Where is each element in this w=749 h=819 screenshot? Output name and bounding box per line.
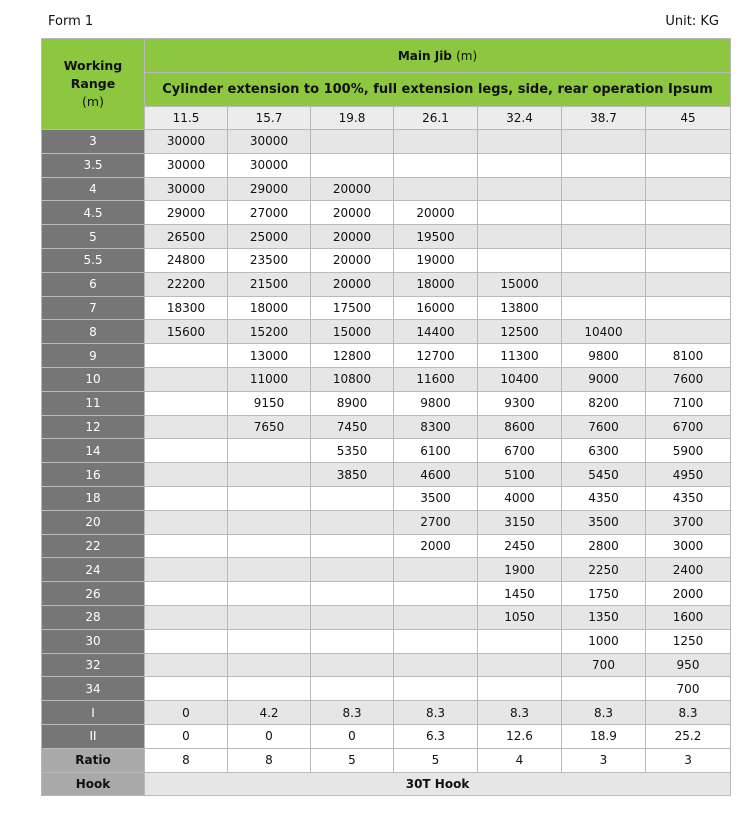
load-value-cell: 26500 [145, 225, 228, 249]
load-value-cell: 1350 [562, 605, 646, 629]
load-value-cell: 7450 [311, 415, 394, 439]
ratio-value-cell: 3 [562, 748, 646, 772]
load-value-cell [646, 248, 731, 272]
load-value-cell: 0 [145, 701, 228, 725]
working-range-cell: 7 [42, 296, 145, 320]
load-value-cell: 1250 [646, 629, 731, 653]
load-value-cell [394, 130, 478, 154]
load-value-cell [311, 653, 394, 677]
load-value-cell [311, 130, 394, 154]
load-value-cell [311, 486, 394, 510]
working-range-cell: 3.5 [42, 153, 145, 177]
load-value-cell: 2700 [394, 510, 478, 534]
load-value-cell [145, 344, 228, 368]
working-range-cell: 9 [42, 344, 145, 368]
jib-length-header: 19.8 [311, 107, 394, 130]
table-row [42, 177, 731, 201]
jib-length-header: 38.7 [562, 107, 646, 130]
load-value-cell: 4350 [646, 486, 731, 510]
load-value-cell [394, 153, 478, 177]
load-value-cell: 19500 [394, 225, 478, 249]
working-range-unit: (m) [82, 94, 104, 109]
table-row [42, 320, 731, 344]
load-value-cell [562, 677, 646, 701]
table-row [42, 225, 731, 249]
load-value-cell: 8.3 [478, 701, 562, 725]
jib-length-header: 26.1 [394, 107, 478, 130]
load-value-cell: 1450 [478, 582, 562, 606]
load-value-cell [145, 486, 228, 510]
table-row [42, 201, 731, 225]
load-value-cell: 25.2 [646, 724, 731, 748]
load-value-cell: 27000 [228, 201, 311, 225]
load-value-cell: 11600 [394, 367, 478, 391]
load-value-cell: 15600 [145, 320, 228, 344]
load-value-cell [646, 201, 731, 225]
load-value-cell: 30000 [145, 130, 228, 154]
table-row [42, 439, 731, 463]
load-value-cell: 22200 [145, 272, 228, 296]
load-value-cell [562, 153, 646, 177]
load-value-cell: 6300 [562, 439, 646, 463]
ratio-value-cell: 8 [145, 748, 228, 772]
load-value-cell [228, 534, 311, 558]
load-value-cell: 20000 [311, 248, 394, 272]
working-range-cell: II [42, 724, 145, 748]
load-value-cell [478, 225, 562, 249]
working-range-cell: 18 [42, 486, 145, 510]
load-value-cell: 24800 [145, 248, 228, 272]
load-value-cell [145, 629, 228, 653]
load-value-cell [145, 534, 228, 558]
load-value-cell: 2450 [478, 534, 562, 558]
hook-label: Hook [42, 772, 145, 796]
table-row [42, 701, 731, 725]
load-value-cell [228, 629, 311, 653]
load-value-cell [394, 653, 478, 677]
load-value-cell: 20000 [311, 177, 394, 201]
ratio-value-cell: 5 [311, 748, 394, 772]
load-value-cell: 9150 [228, 391, 311, 415]
jib-length-header: 11.5 [145, 107, 228, 130]
load-value-cell: 6100 [394, 439, 478, 463]
load-value-cell: 3000 [646, 534, 731, 558]
working-range-cell: 4.5 [42, 201, 145, 225]
load-value-cell: 1750 [562, 582, 646, 606]
load-value-cell: 19000 [394, 248, 478, 272]
load-value-cell: 15000 [311, 320, 394, 344]
load-value-cell: 0 [228, 724, 311, 748]
load-value-cell: 12700 [394, 344, 478, 368]
hook-row [42, 772, 731, 796]
ratio-value-cell: 4 [478, 748, 562, 772]
load-value-cell [394, 558, 478, 582]
load-value-cell: 18300 [145, 296, 228, 320]
form-label: Form 1 [48, 14, 94, 29]
load-value-cell [394, 177, 478, 201]
load-value-cell: 21500 [228, 272, 311, 296]
load-value-cell: 15200 [228, 320, 311, 344]
load-value-cell: 4.2 [228, 701, 311, 725]
load-value-cell [145, 415, 228, 439]
working-range-cell: 5 [42, 225, 145, 249]
load-value-cell: 700 [646, 677, 731, 701]
load-value-cell: 1050 [478, 605, 562, 629]
load-value-cell: 1000 [562, 629, 646, 653]
ratio-value-cell: 5 [394, 748, 478, 772]
load-value-cell [562, 201, 646, 225]
load-value-cell: 29000 [228, 177, 311, 201]
load-value-cell: 2000 [394, 534, 478, 558]
table-row [42, 629, 731, 653]
working-range-cell: 5.5 [42, 248, 145, 272]
load-value-cell: 29000 [145, 201, 228, 225]
load-value-cell: 16000 [394, 296, 478, 320]
working-range-label: Working Range [63, 58, 123, 91]
table-row [42, 153, 731, 177]
load-value-cell [228, 439, 311, 463]
working-range-cell: 22 [42, 534, 145, 558]
load-value-cell: 14400 [394, 320, 478, 344]
load-value-cell [478, 653, 562, 677]
load-value-cell: 8.3 [394, 701, 478, 725]
table-row [42, 344, 731, 368]
load-value-cell: 7650 [228, 415, 311, 439]
load-value-cell [562, 272, 646, 296]
working-range-cell: 6 [42, 272, 145, 296]
jib-length-header: 32.4 [478, 107, 562, 130]
working-range-cell: 34 [42, 677, 145, 701]
load-value-cell: 17500 [311, 296, 394, 320]
load-value-cell: 30000 [228, 130, 311, 154]
load-value-cell: 8600 [478, 415, 562, 439]
load-value-cell [228, 558, 311, 582]
load-value-cell [311, 510, 394, 534]
main-jib-unit: (m) [456, 48, 478, 63]
load-value-cell: 23500 [228, 248, 311, 272]
load-value-cell [311, 153, 394, 177]
working-range-cell: 20 [42, 510, 145, 534]
load-value-cell: 18000 [228, 296, 311, 320]
load-value-cell [646, 272, 731, 296]
load-value-cell [562, 296, 646, 320]
load-value-cell [394, 629, 478, 653]
working-range-cell: 26 [42, 582, 145, 606]
table-row [42, 272, 731, 296]
table-row [42, 724, 731, 748]
load-value-cell: 0 [311, 724, 394, 748]
load-value-cell: 10800 [311, 367, 394, 391]
load-value-cell [478, 177, 562, 201]
condition-header: Cylinder extension to 100%, full extension legs, side, rear operation Ipsum [145, 73, 731, 107]
load-value-cell: 13000 [228, 344, 311, 368]
jib-length-header: 15.7 [228, 107, 311, 130]
hook-value: 30T Hook [145, 772, 731, 796]
table-row [42, 486, 731, 510]
load-value-cell [646, 130, 731, 154]
load-value-cell [646, 225, 731, 249]
working-range-cell: 3 [42, 130, 145, 154]
load-value-cell [311, 629, 394, 653]
load-value-cell: 700 [562, 653, 646, 677]
load-value-cell: 8200 [562, 391, 646, 415]
ratio-row [42, 748, 731, 772]
load-value-cell: 2250 [562, 558, 646, 582]
table-row [42, 463, 731, 487]
load-value-cell: 8.3 [562, 701, 646, 725]
load-value-cell [145, 367, 228, 391]
table-row [42, 534, 731, 558]
load-value-cell: 5450 [562, 463, 646, 487]
load-value-cell: 8100 [646, 344, 731, 368]
load-value-cell [562, 177, 646, 201]
load-value-cell [145, 439, 228, 463]
load-value-cell: 12500 [478, 320, 562, 344]
load-value-cell: 11300 [478, 344, 562, 368]
load-value-cell: 4350 [562, 486, 646, 510]
load-value-cell: 4000 [478, 486, 562, 510]
load-value-cell: 9800 [394, 391, 478, 415]
table-row [42, 248, 731, 272]
load-value-cell [145, 463, 228, 487]
load-value-cell [228, 582, 311, 606]
working-range-cell: 12 [42, 415, 145, 439]
load-value-cell [228, 653, 311, 677]
load-value-cell: 7600 [562, 415, 646, 439]
working-range-cell: 28 [42, 605, 145, 629]
load-value-cell: 7100 [646, 391, 731, 415]
table-row [42, 367, 731, 391]
load-value-cell: 30000 [145, 153, 228, 177]
load-value-cell: 8300 [394, 415, 478, 439]
table-row [42, 605, 731, 629]
load-value-cell: 20000 [311, 201, 394, 225]
load-value-cell [228, 486, 311, 510]
load-value-cell: 5350 [311, 439, 394, 463]
load-value-cell: 2800 [562, 534, 646, 558]
load-value-cell [646, 296, 731, 320]
working-range-cell: 14 [42, 439, 145, 463]
load-value-cell: 3500 [394, 486, 478, 510]
load-value-cell [478, 201, 562, 225]
load-value-cell: 8.3 [646, 701, 731, 725]
table-row [42, 653, 731, 677]
load-value-cell: 1900 [478, 558, 562, 582]
load-value-cell [478, 677, 562, 701]
load-value-cell: 3850 [311, 463, 394, 487]
load-value-cell: 15000 [478, 272, 562, 296]
load-chart-table [41, 38, 731, 796]
load-value-cell: 10400 [478, 367, 562, 391]
load-value-cell: 4950 [646, 463, 731, 487]
load-value-cell [562, 225, 646, 249]
load-value-cell [145, 653, 228, 677]
load-value-cell [562, 248, 646, 272]
load-value-cell: 9300 [478, 391, 562, 415]
load-value-cell: 30000 [228, 153, 311, 177]
load-value-cell [311, 605, 394, 629]
load-value-cell [145, 391, 228, 415]
load-value-cell [145, 605, 228, 629]
load-value-cell [228, 510, 311, 534]
load-value-cell: 20000 [311, 225, 394, 249]
working-range-header [42, 39, 145, 130]
load-value-cell: 950 [646, 653, 731, 677]
load-value-cell: 3700 [646, 510, 731, 534]
table-row [42, 558, 731, 582]
load-value-cell: 3150 [478, 510, 562, 534]
load-value-cell [145, 510, 228, 534]
load-value-cell [145, 582, 228, 606]
table-row [42, 130, 731, 154]
load-value-cell: 3500 [562, 510, 646, 534]
load-value-cell: 2400 [646, 558, 731, 582]
jib-length-header: 45 [646, 107, 731, 130]
load-value-cell [394, 582, 478, 606]
load-value-cell [311, 677, 394, 701]
working-range-cell: 8 [42, 320, 145, 344]
load-value-cell: 8900 [311, 391, 394, 415]
load-value-cell [562, 130, 646, 154]
working-range-cell: 11 [42, 391, 145, 415]
load-value-cell: 18000 [394, 272, 478, 296]
jib-length-row [42, 107, 731, 130]
working-range-cell: I [42, 701, 145, 725]
ratio-value-cell: 8 [228, 748, 311, 772]
load-value-cell: 20000 [394, 201, 478, 225]
load-value-cell [228, 677, 311, 701]
working-range-cell: 10 [42, 367, 145, 391]
working-range-cell: 16 [42, 463, 145, 487]
load-value-cell [478, 248, 562, 272]
load-value-cell [145, 677, 228, 701]
load-value-cell [478, 153, 562, 177]
working-range-cell: 24 [42, 558, 145, 582]
load-value-cell: 6.3 [394, 724, 478, 748]
load-value-cell: 13800 [478, 296, 562, 320]
load-value-cell: 1600 [646, 605, 731, 629]
load-value-cell: 25000 [228, 225, 311, 249]
ratio-value-cell: 3 [646, 748, 731, 772]
load-value-cell: 0 [145, 724, 228, 748]
load-value-cell: 5100 [478, 463, 562, 487]
load-value-cell [228, 605, 311, 629]
load-value-cell [646, 153, 731, 177]
working-range-cell: 4 [42, 177, 145, 201]
load-value-cell [478, 130, 562, 154]
load-value-cell: 11000 [228, 367, 311, 391]
load-value-cell [145, 558, 228, 582]
load-value-cell [646, 177, 731, 201]
unit-label: Unit: KG [665, 14, 719, 29]
load-value-cell: 10400 [562, 320, 646, 344]
ratio-label: Ratio [42, 748, 145, 772]
load-value-cell [394, 605, 478, 629]
working-range-cell: 30 [42, 629, 145, 653]
load-value-cell: 4600 [394, 463, 478, 487]
table-row [42, 582, 731, 606]
main-jib-label: Main Jib [397, 48, 452, 63]
load-value-cell [394, 677, 478, 701]
table-row [42, 296, 731, 320]
load-value-cell [311, 558, 394, 582]
load-value-cell [311, 582, 394, 606]
load-value-cell: 6700 [478, 439, 562, 463]
load-value-cell [646, 320, 731, 344]
load-value-cell [311, 534, 394, 558]
load-value-cell [478, 629, 562, 653]
load-value-cell: 18.9 [562, 724, 646, 748]
load-value-cell: 8.3 [311, 701, 394, 725]
main-jib-header [145, 39, 731, 73]
table-row [42, 391, 731, 415]
working-range-cell: 32 [42, 653, 145, 677]
load-value-cell: 9800 [562, 344, 646, 368]
table-row [42, 510, 731, 534]
load-value-cell: 2000 [646, 582, 731, 606]
table-row [42, 415, 731, 439]
table-row [42, 677, 731, 701]
load-value-cell: 6700 [646, 415, 731, 439]
load-value-cell: 12800 [311, 344, 394, 368]
load-value-cell: 30000 [145, 177, 228, 201]
load-value-cell: 5900 [646, 439, 731, 463]
load-value-cell: 7600 [646, 367, 731, 391]
load-value-cell: 9000 [562, 367, 646, 391]
load-value-cell [228, 463, 311, 487]
load-value-cell: 12.6 [478, 724, 562, 748]
load-value-cell: 20000 [311, 272, 394, 296]
